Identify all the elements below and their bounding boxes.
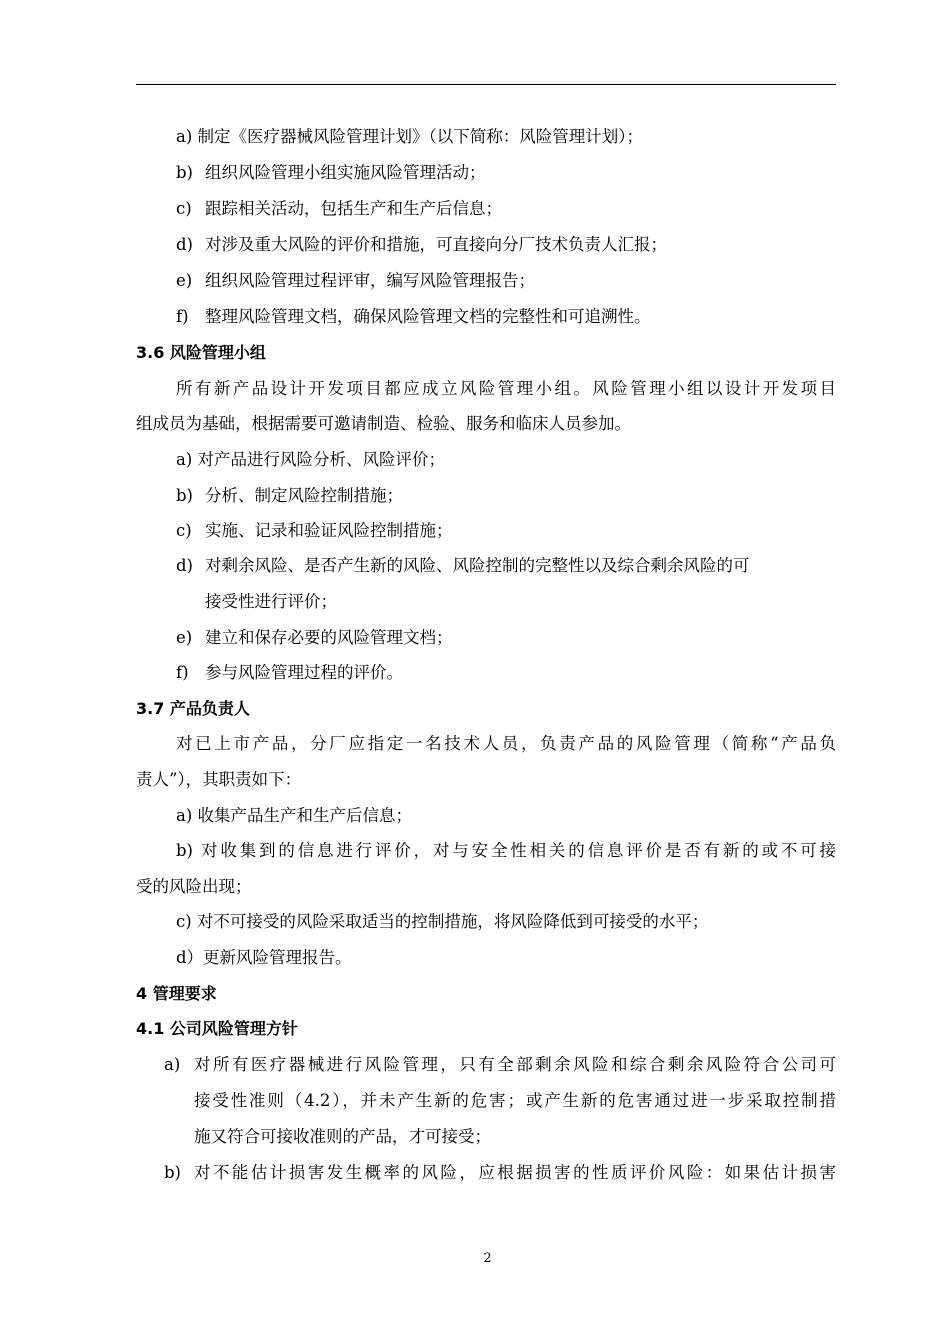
list-item	[176, 234, 667, 256]
item-text: 对剩余风险、是否产生新的风险、风险控制的完整性以及综合剩余风险的可	[205, 556, 750, 575]
page-number: 2	[483, 1251, 492, 1266]
item-label: b)	[176, 163, 193, 182]
item-label: c)	[176, 199, 192, 218]
item-text: 组织风险管理小组实施风险管理活动；	[205, 163, 486, 182]
item-text: 对涉及重大风险的评价和措施，可直接向分厂技术负责人汇报；	[205, 235, 667, 254]
paragraph-line: 组成员为基础，根据需要可邀请制造、检验、服务和临床人员参加。	[136, 414, 631, 433]
list-item-continuation: 接受性进行评价；	[205, 592, 337, 611]
item-text: 整理风险管理文档，确保风险管理文档的完整性和可追溯性。	[205, 307, 651, 326]
list-item	[176, 555, 750, 577]
item-label: d)	[176, 556, 193, 575]
item-label: e)	[176, 628, 193, 647]
item-text: 参与风险管理过程的评价。	[205, 663, 403, 682]
item-text: 制定《医疗器械风险管理计划》（以下简称：风险管理计划）；	[197, 127, 644, 146]
item-text: 跟踪相关活动，包括生产和生产后信息；	[205, 199, 502, 218]
list-item	[176, 449, 445, 471]
list-item	[176, 306, 651, 328]
item-label: c)	[176, 521, 192, 540]
item-label: e)	[176, 271, 193, 290]
paragraph-line: 所有新产品设计开发项目都应成立风险管理小组。风险管理小组以设计开发项目	[176, 379, 836, 398]
list-item	[176, 662, 403, 684]
list-item: b) 对收集到的信息进行评价，对与安全性相关的信息评价是否有新的或不可接	[176, 841, 836, 860]
item-text: 建立和保存必要的风险管理文档；	[205, 628, 453, 647]
item-label: b)	[164, 1163, 181, 1182]
list-item	[176, 198, 502, 220]
list-item: 对不能估计损害发生概率的风险，应根据损害的性质评价风险：如果估计损害	[194, 1163, 836, 1182]
paragraph-line: 对已上市产品，分厂应指定一名技术人员，负责产品的风险管理（简称“产品负	[176, 734, 836, 753]
section-heading: 4 管理要求	[136, 984, 217, 1003]
list-item	[176, 270, 535, 292]
header-rule	[136, 84, 836, 85]
item-text: 对产品进行风险分析、风险评价；	[197, 450, 446, 469]
item-text: 分析、制定风险控制措施；	[205, 486, 403, 505]
item-text: 实施、记录和验证风险控制措施；	[205, 521, 453, 540]
list-item-continuation: 施又符合可接收准则的产品，才可接受；	[194, 1127, 491, 1146]
list-item	[176, 627, 453, 649]
item-label: a)	[176, 127, 193, 146]
section-heading: 4.1 公司风险管理方针	[136, 1019, 298, 1038]
list-item: c) 对不可接受的风险采取适当的控制措施，将风险降低到可接受的水平；	[176, 912, 709, 931]
list-item-continuation: 受的风险出现；	[136, 877, 252, 896]
list-item-continuation: 接受性准则（4.2），并未产生新的危害；或产生新的危害通过进一步采取控制措	[194, 1091, 836, 1110]
item-label: a)	[176, 450, 193, 469]
list-item: 对所有医疗器械进行风险管理，只有全部剩余风险和综合剩余风险符合公司可	[194, 1055, 836, 1074]
item-label: f)	[176, 663, 189, 682]
item-label: f)	[176, 307, 189, 326]
list-item	[176, 162, 486, 184]
section-heading: 3.7 产品负责人	[136, 699, 250, 718]
item-label: a)	[164, 1055, 181, 1074]
list-item	[176, 126, 643, 148]
list-item: d）更新风险管理报告。	[176, 948, 352, 967]
item-label: d)	[176, 235, 193, 254]
list-item: a) 收集产品生产和生产后信息；	[176, 806, 413, 825]
list-item	[176, 485, 403, 507]
item-label: b)	[176, 486, 193, 505]
list-item	[176, 520, 453, 542]
section-heading: 3.6 风险管理小组	[136, 343, 266, 362]
paragraph-line: 责人”），其职责如下：	[136, 770, 302, 789]
item-text: 组织风险管理过程评审，编写风险管理报告；	[205, 271, 535, 290]
